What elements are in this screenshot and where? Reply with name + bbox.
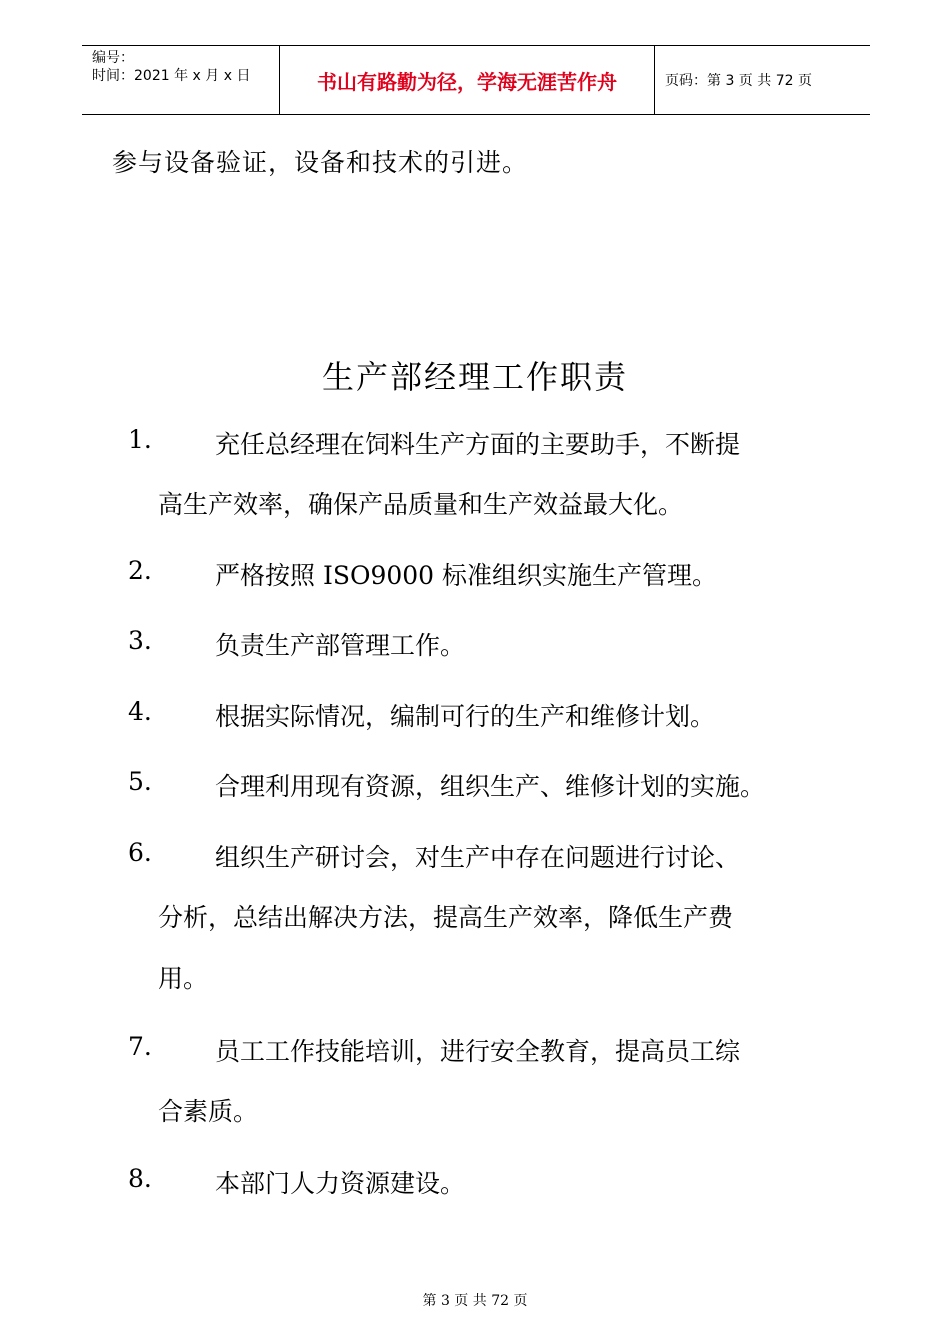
header-motto: 书山有路勤为径，学海无涯苦作舟: [280, 46, 655, 114]
item-number: 2.: [128, 556, 152, 585]
item-text: 负责生产部管理工作。: [215, 631, 466, 660]
intro-line: 参与设备验证，设备和技术的引进。: [112, 148, 529, 177]
item-number: 8.: [128, 1164, 152, 1193]
item-text-continued: 用。: [158, 964, 209, 993]
page-header: [82, 45, 870, 115]
item-number: 4.: [128, 697, 152, 726]
header-meta: [82, 46, 280, 114]
time-label: 时间：2021 年 x 月 x 日: [92, 68, 251, 84]
item-text: 充任总经理在饲料生产方面的主要助手，不断提: [215, 430, 741, 459]
item-text: 组织生产研讨会，对生产中存在问题进行讨论、: [215, 843, 741, 872]
item-number: 3.: [128, 626, 152, 655]
item-text: 根据实际情况，编制可行的生产和维修计划。: [215, 702, 716, 731]
item-number: 7.: [128, 1032, 152, 1061]
item-number: 6.: [128, 838, 152, 867]
page-footer: 第 3 页 共 72 页: [422, 1293, 528, 1309]
item-number: 5.: [128, 767, 152, 796]
item-text: 严格按照 ISO9000 标准组织实施生产管理。: [215, 561, 718, 590]
item-text: 合理利用现有资源，组织生产、维修计划的实施。: [215, 772, 766, 801]
item-text-continued: 高生产效率，确保产品质量和生产效益最大化。: [158, 490, 684, 519]
item-text-continued: 合素质。: [158, 1097, 259, 1126]
item-number: 1.: [128, 425, 152, 454]
number-label: 编号：: [92, 50, 134, 66]
item-text: 本部门人力资源建设。: [215, 1169, 466, 1198]
item-text: 员工工作技能培训，进行安全教育，提高员工综: [215, 1037, 741, 1066]
page-title: 生产部经理工作职责: [321, 358, 628, 396]
item-text-continued: 分析，总结出解决方法，提高生产效率，降低生产费: [158, 903, 734, 932]
header-page-info: 页码：第 3 页 共 72 页: [665, 73, 812, 89]
